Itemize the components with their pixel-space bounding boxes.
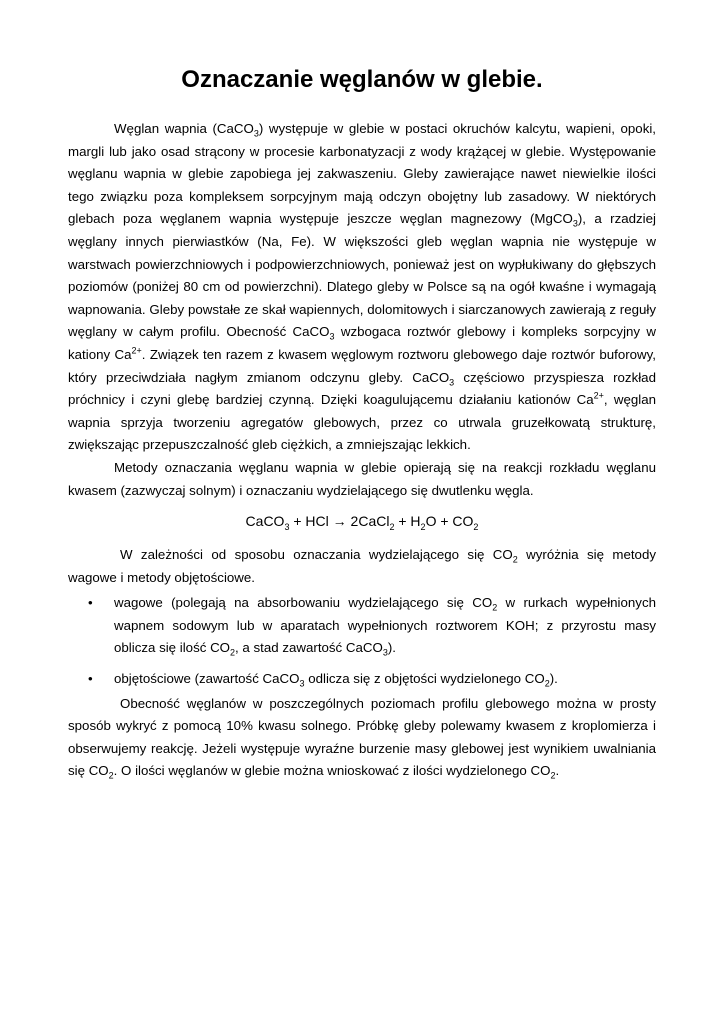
- list-item: • objętościowe (zawartość CaCO$_3$ odlicza się z objętości wydzielonego $CO_2$).: [68, 668, 656, 691]
- paragraph-intro: Węglan wapnia (CaCO$_3$) występuje w glebie w postaci okruchów kalcytu, wapieni, opoki, margli lub jako osad strącony w procesie karbonatyzacji z wody krążącej w glebie. Występowanie węglanu wapnia w glebie zapobiega jej zakwaszeniu. Gleby zawierające nawet niewielkie ilości tego związku poza kompleksem sorpcyjnym mają odczyn obojętny lub zasadowy. W niektórych glebach poza węglanem wapnia występuje jeszcze węglan magnezowy (MgCO$_3$), a rzadziej węglany innych pierwiastków (Na, Fe). W większości gleb węglan wapnia nie występuje w warstwach powierzchniowych i podpowierzchniowych, ponieważ jest on wypłukiwany do głębszych poziomów (poniżej 80 cm od powierzchni). Dlatego gleby w Polsce są na ogół kwaśne i wymagają wapnowania. Gleby powstałe ze skał wapiennych, dolomitowych i siarczanowych zawierają z reguły węglany w całym profilu. Obecność CaCO$_3$ wzbogaca roztwór glebowy i kompleks sorpcyjny w kationy $Ca^{2+}$. Związek ten razem z kwasem węglowym roztworu glebowego daje roztwór buforowy, który przeciwdziała nagłym zmianom odczynu gleby. CaCO$_3$ częściowo przyspiesza rozkład próchnicy i czyni glebę bardziej czynną. Dzięki koagulującemu działaniu kationów $Ca^{2+}$, węglan wapnia sprzyja tworzeniu agregatów glebowych, przez co utrwala gruzełkowatą strukturę, zwiększając przepuszczalność gleb ciężkich, a zmniejszając lekkich.: [68, 121, 656, 453]
- list-item: • wagowe (polegają na absorbowaniu wydzielającego się $CO_2$ w rurkach wypełnionych wapnem sodowym lub w aparatach wypełnionych roztworem KOH; z przyrostu masy oblicza się ilość $CO_2$, a stad zawartość CaCO$_3$).: [68, 592, 656, 660]
- method-list: [68, 592, 656, 690]
- reaction-equation: CaCO$_3$ + HCl → 2CaCl$_2$ + $H_2O + CO_2$: [245, 513, 479, 532]
- paragraph-methods: Metody oznaczania węglanu wapnia w glebie opierają się na reakcji rozkładu węglanu kwasem (zazwyczaj solnym) i oznaczaniu wydzielającego się dwutlenku węgla.: [68, 459, 656, 498]
- document-page: [68, 64, 656, 783]
- page-title: Oznaczanie węglanów w glebie.: [181, 66, 543, 93]
- paragraph-method-types: W zależności od sposobu oznaczania wydzielającego się $CO_2$ wyróżnia się metody wagowe i metody objętościowe.: [68, 547, 656, 585]
- bullet-icon: •: [88, 595, 93, 611]
- bullet-icon: •: [88, 671, 93, 687]
- paragraph-detection: Obecność węglanów w poszczególnych poziomach profilu glebowego można w prosty sposób wykryć z pomocą 10% kwasu solnego. Próbkę gleby polewamy kwasem z kroplomierza i obserwujemy reakcję. Jeżeli występuje wyraźne burzenie masy glebowej jest wynikiem uwalniania się $CO_2$. O ilości węglanów w glebie można wnioskować z ilości wydzielonego $CO_2$.: [68, 695, 656, 782]
- arrow-icon: →: [332, 513, 347, 530]
